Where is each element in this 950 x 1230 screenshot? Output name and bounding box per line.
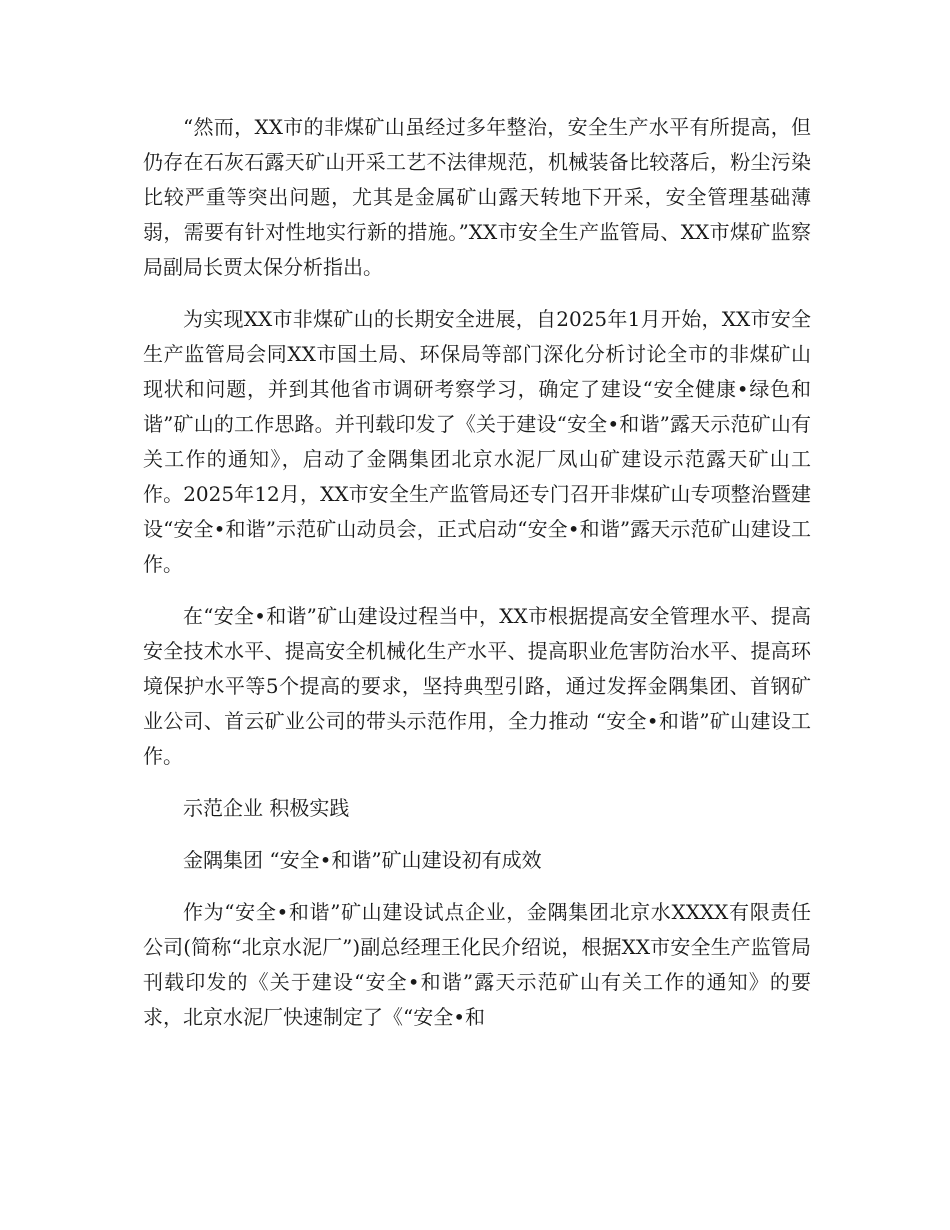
document-body xyxy=(143,110,811,1052)
paragraph-3: 在“安全•和谐”矿山建设过程当中，XX市根据提高安全管理水平、提高安全技术水平、提高安全机械化生产水平、提高职业危害防治水平、提高环境保护水平等5个提高的要求，坚持典型引路，通过发挥金隅集团、首钢矿业公司、首云矿业公司的带头示范作用，全力推动 “安全•和谐”矿山建设工作。 xyxy=(143,604,811,768)
section-heading-2: 金隅集团 “安全•和谐”矿山建设初有成效 xyxy=(183,848,542,872)
paragraph-1: “然而，XX市的非煤矿山虽经过多年整治，安全生产水平有所提高，但仍存在石灰石露天矿山开采工艺不法律规范，机械装备比较落后，粉尘污染比较严重等突出问题，尤其是金属矿山露天转地下开采，安全管理基础薄弱，需要有针对性地实行新的措施。”XX市安全生产监管局、XX市煤矿监察局副局长贾太保分析指出。 xyxy=(143,115,811,279)
section-heading-1: 示范企业 积极实践 xyxy=(183,796,350,820)
paragraph-2: 为实现XX市非煤矿山的长期安全进展，自2025年1月开始，XX市安全生产监管局会同XX市国土局、环保局等部门深化分析讨论全市的非煤矿山现状和问题，并到其他省市调研考察学习，确定了建设“安全健康•绿色和谐”矿山的工作思路。并刊载印发了《关于建设“安全•和谐”露天示范矿山有关工作的通知》，启动了金隅集团北京水泥厂凤山矿建设示范露天矿山工作。2025年12月，XX市安全生产监管局还专门召开非煤矿山专项整治暨建设“安全•和谐”示范矿山动员会，正式启动“安全•和谐”露天示范矿山建设工作。 xyxy=(143,307,811,576)
paragraph-4: 作为“安全•和谐”矿山建设试点企业，金隅集团北京水XXXX有限责任公司(简称“北京水泥厂”)副总经理王化民介绍说，根据XX市安全生产监管局刊载印发的《关于建设“安全•和谐”露天示范矿山有关工作的通知》的要求，北京水泥厂快速制定了《“安全•和 xyxy=(143,900,811,1029)
